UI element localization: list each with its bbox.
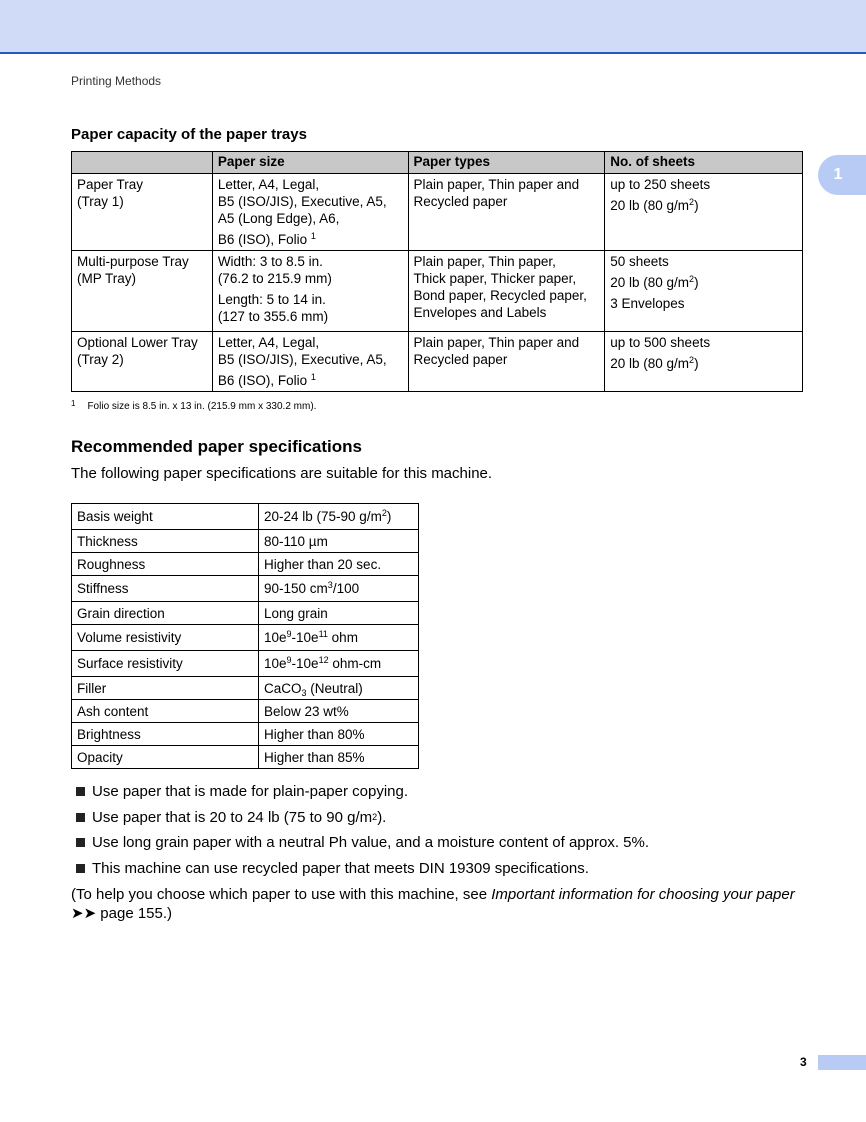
footnote-text: Folio size is 8.5 in. x 13 in. (215.9 mm x 330.2 mm). xyxy=(87,401,317,412)
spec-value-text: 20-24 lb (75-90 g/m xyxy=(264,509,382,524)
paper-types-cell xyxy=(408,251,605,332)
spec-value: Higher than 20 sec. xyxy=(259,553,419,576)
types-line: Plain paper, Thin paper and xyxy=(413,177,580,192)
paper-size-cell xyxy=(212,174,408,251)
spec-label: Opacity xyxy=(72,746,259,769)
spec-value: Higher than 80% xyxy=(259,723,419,746)
superscript: 11 xyxy=(318,629,328,639)
size-line: B6 (ISO), Folio xyxy=(217,373,308,388)
paper-weight-close: ) xyxy=(694,275,699,290)
bullet-square-icon xyxy=(76,787,85,796)
sheets-cell xyxy=(605,174,803,251)
paper-guidelines-list xyxy=(76,779,649,881)
spec-value-text: 10e xyxy=(264,630,287,645)
size-line: Letter, A4, Legal, xyxy=(217,177,320,192)
types-line: Plain paper, Thin paper and xyxy=(413,335,580,350)
sheet-count: 50 sheets xyxy=(610,254,669,269)
bullet-square-icon xyxy=(76,864,85,873)
spec-value: Long grain xyxy=(259,602,419,625)
top-header-band xyxy=(0,0,866,54)
superscript: 12 xyxy=(318,655,329,665)
superscript: 2 xyxy=(689,355,695,365)
size-line: B5 (ISO/JIS), Executive, A5, xyxy=(217,194,387,209)
spec-label: Brightness xyxy=(72,723,259,746)
page-number-bar xyxy=(818,1055,866,1070)
superscript: 9 xyxy=(286,629,292,639)
closing-text: (To help you choose which paper to use with this machine, see xyxy=(71,886,492,903)
double-arrow-icon: ➤➤ xyxy=(71,905,97,922)
paper-weight: 20 lb (80 g/m xyxy=(610,356,690,371)
size-line: A5 (Long Edge), A6, xyxy=(217,211,340,226)
closing-paragraph xyxy=(71,885,821,923)
table-row xyxy=(72,576,419,602)
superscript: 2 xyxy=(689,197,695,207)
spec-value-text: CaCO xyxy=(264,680,302,696)
types-line: Recycled paper xyxy=(413,194,508,209)
table-row xyxy=(72,723,419,746)
spec-value-text: (Neutral) xyxy=(306,680,363,696)
recommended-specs-intro: The following paper specifications are suitable for this machine. xyxy=(71,465,493,482)
paper-weight-close: ) xyxy=(694,198,699,213)
paper-types-cell xyxy=(408,174,605,251)
list-item-text: Use paper that is 20 to 24 lb (75 to 90 g/m xyxy=(92,808,373,826)
table-header-row xyxy=(72,152,803,174)
tray-id: (Tray 2) xyxy=(77,352,124,367)
spec-value: Below 23 wt% xyxy=(259,700,419,723)
sheet-count: up to 250 sheets xyxy=(610,177,711,192)
running-header: Printing Methods xyxy=(71,74,162,88)
size-line: Letter, A4, Legal, xyxy=(217,335,320,350)
envelope-count: 3 Envelopes xyxy=(610,296,685,311)
recommended-specs-title: Recommended paper specifications xyxy=(71,437,362,456)
list-item: Use paper that is 20 to 24 lb (75 to 90 g/m 2 ). xyxy=(76,805,649,831)
chapter-tab[interactable]: 1 xyxy=(818,155,866,195)
table-row xyxy=(72,677,419,700)
length-line: Length: 5 to 14 in. xyxy=(217,292,326,307)
superscript: 2 xyxy=(689,274,695,284)
table-row xyxy=(72,746,419,769)
sheets-cell xyxy=(605,332,803,392)
spec-value: Higher than 85% xyxy=(259,746,419,769)
spec-value-text: -10e xyxy=(291,630,319,645)
tray-id: (Tray 1) xyxy=(77,194,124,209)
spec-value xyxy=(259,576,419,602)
paper-weight: 20 lb (80 g/m xyxy=(610,275,690,290)
spec-value xyxy=(259,625,419,651)
types-line: Bond paper, Recycled paper, xyxy=(413,288,587,303)
spec-value: 80-110 µm xyxy=(259,530,419,553)
spec-label: Stiffness xyxy=(72,576,259,602)
cross-reference-link[interactable]: Important information for choosing your paper xyxy=(491,886,795,903)
paper-specs-table xyxy=(71,503,419,769)
spec-label: Basis weight xyxy=(72,504,259,530)
superscript: 3 xyxy=(327,580,333,590)
types-line: Recycled paper xyxy=(413,352,508,367)
size-line: B5 (ISO/JIS), Executive, A5, xyxy=(217,352,387,367)
table-row xyxy=(72,504,419,530)
spec-value xyxy=(259,677,419,700)
paper-size-cell xyxy=(212,332,408,392)
list-item xyxy=(76,830,649,856)
paper-weight-close: ) xyxy=(694,356,699,371)
types-line: Plain paper, Thin paper, xyxy=(413,254,556,269)
spec-value-text: /100 xyxy=(332,581,360,596)
table-row xyxy=(72,651,419,677)
spec-value-text: 90-150 cm xyxy=(264,581,328,596)
header-cell-blank xyxy=(72,152,213,174)
width-line: Width: 3 to 8.5 in. xyxy=(217,254,323,269)
spec-value-text: ohm-cm xyxy=(328,656,382,671)
table-row xyxy=(72,602,419,625)
list-item xyxy=(76,779,649,805)
tray-name: Optional Lower Tray xyxy=(77,335,198,350)
spec-value-text: -10e xyxy=(291,656,319,671)
spec-label: Grain direction xyxy=(72,602,259,625)
list-item-text: Use long grain paper with a neutral Ph value, and a moisture content of approx. 5%. xyxy=(92,834,649,852)
paper-capacity-title: Paper capacity of the paper trays xyxy=(71,126,307,143)
spec-value-text: ohm xyxy=(327,630,358,645)
list-item xyxy=(76,856,649,882)
size-line: B6 (ISO), Folio xyxy=(217,232,308,247)
table-row xyxy=(72,553,419,576)
table-row xyxy=(72,332,803,392)
page-reference[interactable]: page 155.) xyxy=(96,905,173,922)
table-row xyxy=(72,174,803,251)
spec-label: Thickness xyxy=(72,530,259,553)
header-cell-paper-size: Paper size xyxy=(212,152,408,174)
sheets-cell xyxy=(605,251,803,332)
types-line: Envelopes and Labels xyxy=(413,305,547,320)
list-item-text: ). xyxy=(377,808,387,826)
superscript: 9 xyxy=(286,655,292,665)
types-line: Thick paper, Thicker paper, xyxy=(413,271,577,286)
subscript: 3 xyxy=(301,687,307,698)
spec-label: Volume resistivity xyxy=(72,625,259,651)
spec-label: Ash content xyxy=(72,700,259,723)
spec-value xyxy=(259,504,419,530)
spec-value xyxy=(259,651,419,677)
bullet-square-icon xyxy=(76,838,85,847)
footnote-ref[interactable]: 1 xyxy=(310,372,316,382)
tray-id: (MP Tray) xyxy=(77,271,137,286)
superscript: 2 xyxy=(381,508,387,518)
table-row xyxy=(72,625,419,651)
spec-label: Filler xyxy=(72,677,259,700)
header-cell-paper-types: Paper types xyxy=(408,152,605,174)
bullet-square-icon xyxy=(76,813,85,822)
spec-label: Roughness xyxy=(72,553,259,576)
list-item-text: Use paper that is made for plain-paper copying. xyxy=(92,783,409,801)
footnote xyxy=(71,401,316,412)
tray-name: Paper Tray xyxy=(77,177,144,192)
table-row xyxy=(72,530,419,553)
footnote-mark: 1 xyxy=(71,399,76,408)
table-row xyxy=(72,700,419,723)
page-number: 3 xyxy=(800,1055,807,1069)
sheet-count: up to 500 sheets xyxy=(610,335,711,350)
header-cell-sheets: No. of sheets xyxy=(605,152,803,174)
paper-size-cell xyxy=(212,251,408,332)
tray-name-cell xyxy=(72,332,213,392)
list-item-text: This machine can use recycled paper that meets DIN 19309 specifications. xyxy=(92,859,589,877)
spec-value-text: ) xyxy=(386,509,392,524)
spec-value-text: 10e xyxy=(264,656,287,671)
paper-weight: 20 lb (80 g/m xyxy=(610,198,690,213)
tray-name-cell xyxy=(72,251,213,332)
table-row xyxy=(72,251,803,332)
paper-capacity-table xyxy=(71,151,803,392)
width-line: (76.2 to 215.9 mm) xyxy=(217,271,332,286)
spec-label: Surface resistivity xyxy=(72,651,259,677)
tray-name-cell xyxy=(72,174,213,251)
paper-types-cell xyxy=(408,332,605,392)
tray-name: Multi-purpose Tray xyxy=(77,254,189,269)
length-line: (127 to 355.6 mm) xyxy=(217,309,329,324)
footnote-ref[interactable]: 1 xyxy=(310,231,316,241)
